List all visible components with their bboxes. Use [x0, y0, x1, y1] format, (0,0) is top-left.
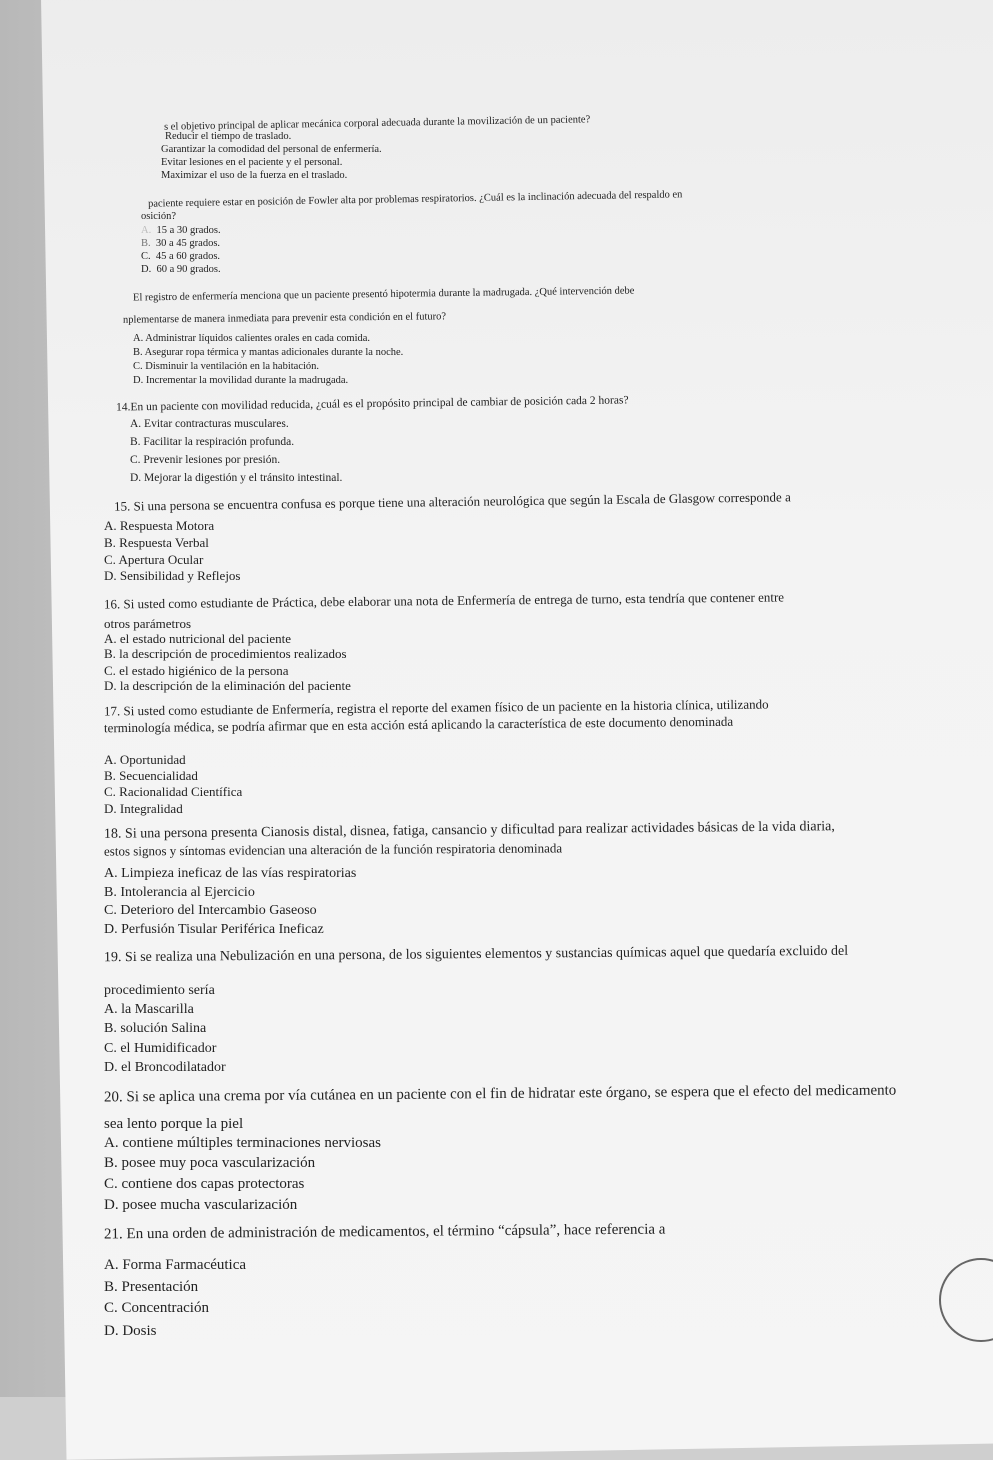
q17-option-d: D. Integralidad	[104, 801, 183, 816]
q11-option-a: Reducir el tiempo de traslado.	[165, 131, 292, 142]
q11-option-c: Evitar lesiones en el paciente y el personal.	[161, 157, 343, 168]
question-14-text: 14.En un paciente con movilidad reducida, ¿cuál es el propósito principal de cambiar de posición cada 2 horas?	[115, 394, 629, 414]
q19-option-a: A. la Mascarilla	[104, 1002, 194, 1017]
q17-option-b: B. Secuencialidad	[104, 768, 198, 783]
question-11-text: s el objetivo principal de aplicar mecánica corporal adecuada durante la movilización de un paciente?	[163, 114, 591, 133]
question-17-text-line2: terminología médica, se podría afirmar que en esta acción está aplicando la característica de este documento denominada	[103, 713, 734, 736]
question-15-text: 15. Si una persona se encuentra confusa es porque tiene una alteración neurológica que según la Escala de Glasgow corresponde a	[113, 489, 791, 514]
q18-option-a: A. Limpieza ineficaz de las vías respiratorias	[104, 866, 357, 881]
q20-option-d: D. posee mucha vascularización	[104, 1197, 298, 1213]
question-16-text-line2: otros parámetros	[104, 616, 192, 631]
q14-option-b: B. Facilitar la respiración profunda.	[130, 436, 295, 448]
q12-option-d: D. 60 a 90 grados.	[141, 264, 221, 275]
q21-option-a: A. Forma Farmacéutica	[104, 1257, 247, 1273]
q20-option-b: B. posee muy poca vascularización	[104, 1155, 316, 1171]
q19-option-c: C. el Humidificador	[104, 1041, 217, 1056]
q12-option-a: A. 15 a 30 grados.	[141, 225, 221, 236]
question-12-text-line1: paciente requiere estar en posición de Fowler alta por problemas respiratorios. ¿Cuál es la inclinación adecuada del respaldo en	[147, 189, 683, 210]
q11-option-d: Maximizar el uso de la fuerza en el traslado.	[161, 170, 348, 181]
q21-option-b: B. Presentación	[104, 1279, 199, 1295]
q18-option-c: C. Deterioro del Intercambio Gaseoso	[104, 903, 317, 918]
q18-option-b: B. Intolerancia al Ejercicio	[104, 885, 255, 900]
q13-option-a: A. Administrar líquidos calientes orales en cada comida.	[133, 333, 371, 344]
q15-option-b: B. Respuesta Verbal	[104, 535, 209, 550]
q15-option-d: D. Sensibilidad y Reflejos	[104, 568, 241, 583]
question-19-text-line2: procedimiento sería	[104, 983, 215, 998]
q11-option-b: Garantizar la comodidad del personal de enfermería.	[161, 144, 382, 155]
question-17-text-line1: 17. Si usted como estudiante de Enfermería, registra el reporte del examen físico de un paciente en la historia clínica, utilizando	[103, 696, 769, 719]
question-18-text-line2: estos signos y síntomas evidencian una alteración de la función respiratoria denominada	[103, 840, 563, 859]
q14-option-a: A. Evitar contracturas musculares.	[130, 418, 289, 430]
q16-option-c: C. el estado higiénico de la persona	[104, 663, 289, 678]
question-18-text-line1: 18. Si una persona presenta Cianosis distal, disnea, fatiga, cansancio y dificultad para realizar actividades básicas de la vida diaria,	[103, 819, 835, 842]
q12-option-b: B. 30 a 45 grados.	[141, 238, 221, 249]
question-13-text-line2: nplementarse de manera inmediata para prevenir esta condición en el futuro?	[122, 311, 447, 326]
q19-option-d: D. el Broncodilatador	[104, 1060, 226, 1075]
q17-option-a: A. Oportunidad	[104, 752, 186, 767]
question-12-text-line2: osición?	[141, 211, 176, 222]
university-seal-icon	[939, 1258, 993, 1342]
q13-option-b: B. Asegurar ropa térmica y mantas adicionales durante la noche.	[133, 347, 404, 358]
question-16-text-line1: 16. Si usted como estudiante de Práctica, debe elaborar una nota de Enfermería de entrega de turno, esta tendría que contener entre	[103, 589, 785, 612]
q15-option-a: A. Respuesta Motora	[104, 518, 215, 533]
q21-option-d: D. Dosis	[104, 1323, 157, 1339]
q14-option-d: D. Mejorar la digestión y el tránsito intestinal.	[130, 472, 343, 484]
question-20-text-line2: sea lento porque la piel	[104, 1116, 244, 1132]
q19-option-b: B. solución Salina	[104, 1021, 207, 1036]
q21-option-c: C. Concentración	[104, 1300, 209, 1316]
q12-option-c: C. 45 a 60 grados.	[141, 251, 221, 262]
q13-option-d: D. Incrementar la movilidad durante la madrugada.	[133, 375, 349, 386]
q16-option-a: A. el estado nutricional del paciente	[104, 631, 291, 646]
question-19-text-line1: 19. Si se realiza una Nebulización en una persona, de los siguientes elementos y sustancias químicas aquel que quedaría excluido del	[103, 943, 849, 966]
q16-option-b: B. la descripción de procedimientos realizados	[104, 646, 347, 661]
q20-option-a: A. contiene múltiples terminaciones nerviosas	[104, 1135, 382, 1151]
question-21-text: 21. En una orden de administración de medicamentos, el término “cápsula”, hace referencia a	[103, 1221, 666, 1243]
q18-option-d: D. Perfusión Tisular Periférica Ineficaz	[104, 922, 324, 937]
q20-option-c: C. contiene dos capas protectoras	[104, 1176, 305, 1192]
q15-option-c: C. Apertura Ocular	[104, 552, 204, 567]
question-20-text-line1: 20. Si se aplica una crema por vía cutánea en un paciente con el fin de hidratar este órgano, se espera que el efecto del medicamento	[103, 1082, 897, 1106]
q16-option-d: D. la descripción de la eliminación del paciente	[104, 678, 351, 693]
question-13-text-line1: El registro de enfermería menciona que un paciente presentó hipotermia durante la madrugada. ¿Qué intervención debe	[132, 285, 635, 304]
q14-option-c: C. Prevenir lesiones por presión.	[130, 454, 281, 466]
q17-option-c: C. Racionalidad Científica	[104, 784, 243, 799]
q13-option-c: C. Disminuir la ventilación en la habitación.	[133, 361, 320, 372]
